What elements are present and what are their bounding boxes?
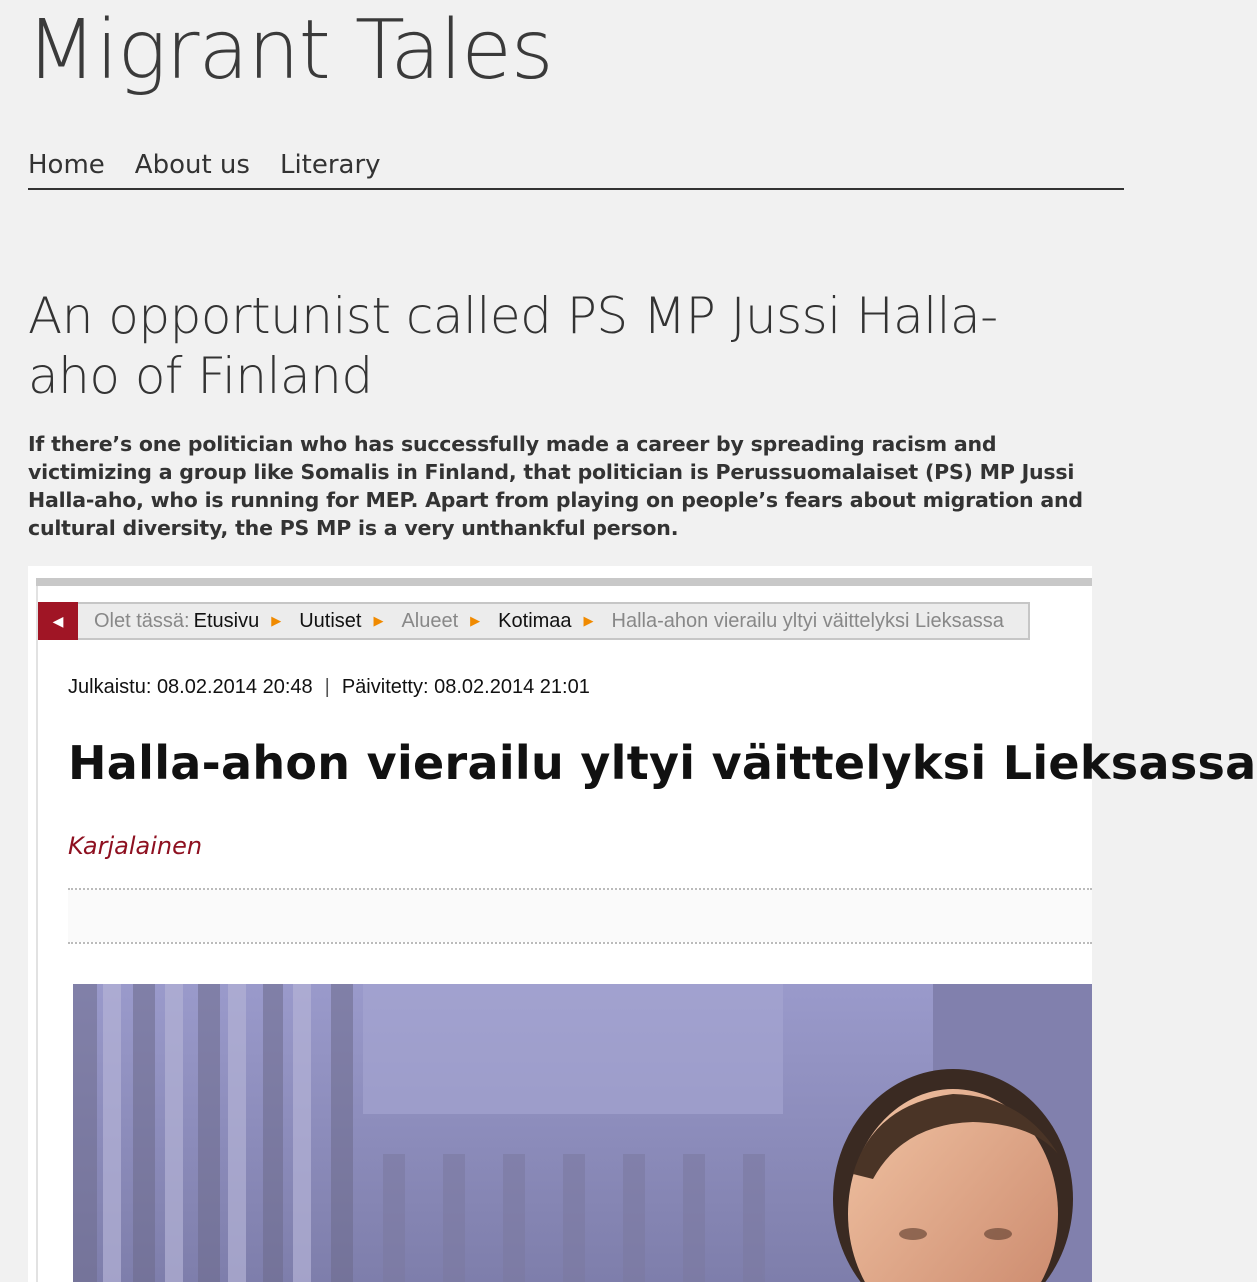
breadcrumb-item-current: Halla-ahon vierailu yltyi väittelyksi Lieksassa <box>611 609 1004 632</box>
article-dates <box>68 676 590 699</box>
site-title[interactable]: Migrant Tales <box>26 3 553 98</box>
screenshot-top-border <box>36 578 1092 586</box>
screenshot-left-border <box>36 586 38 1282</box>
breadcrumb-label: Olet tässä: <box>94 609 190 632</box>
date-separator: | <box>324 676 330 698</box>
breadcrumb-item-etusivu: Etusivu <box>193 609 260 632</box>
portrait-illustration <box>73 984 1092 1282</box>
nav-home[interactable]: Home <box>28 150 105 180</box>
embedded-headline: Halla-ahon vierailu yltyi väittelyksi Lieksassa <box>68 736 1257 790</box>
back-arrow-icon: ◀ <box>38 602 78 640</box>
breadcrumb-arrow-icon: ▶ <box>470 613 481 628</box>
main-nav <box>28 150 1124 190</box>
updated-date: 08.02.2014 21:01 <box>434 676 590 698</box>
breadcrumb-arrow-icon: ▶ <box>271 613 282 628</box>
article-source: Karjalainen <box>68 832 203 860</box>
published-date: 08.02.2014 20:48 <box>156 676 313 698</box>
breadcrumb-item-alueet: Alueet <box>401 609 459 632</box>
post-lead: If there’s one politician who has successfully made a career by spreading racism and victimizing a group like Somalis in Finland, that politician is Perussuomalaiset (PS) MP Jussi Halla-aho, who is running for MEP. Apart from playing on people’s fears about migration and cultural diversity, the PS MP is a very unthankful person. <box>28 432 1083 540</box>
published-label: Julkaistu: <box>68 676 152 698</box>
updated-label: Päivitetty: <box>341 676 429 698</box>
breadcrumb <box>38 602 1030 640</box>
breadcrumb-arrow-icon: ▶ <box>583 613 594 628</box>
breadcrumb-item-kotimaa: Kotimaa <box>498 609 572 632</box>
dotted-divider <box>68 942 1092 944</box>
share-bar <box>68 890 1092 942</box>
post-title: An opportunist called PS MP Jussi Halla-aho of Finland <box>28 287 998 405</box>
breadcrumb-item-uutiset: Uutiset <box>299 609 362 632</box>
nav-literary[interactable]: Literary <box>279 150 381 180</box>
nav-about-us[interactable]: About us <box>134 150 250 180</box>
article-photo <box>73 984 1092 1282</box>
breadcrumb-arrow-icon: ▶ <box>373 613 384 628</box>
embedded-article-screenshot <box>28 566 1257 1282</box>
dotted-divider <box>68 888 1092 890</box>
